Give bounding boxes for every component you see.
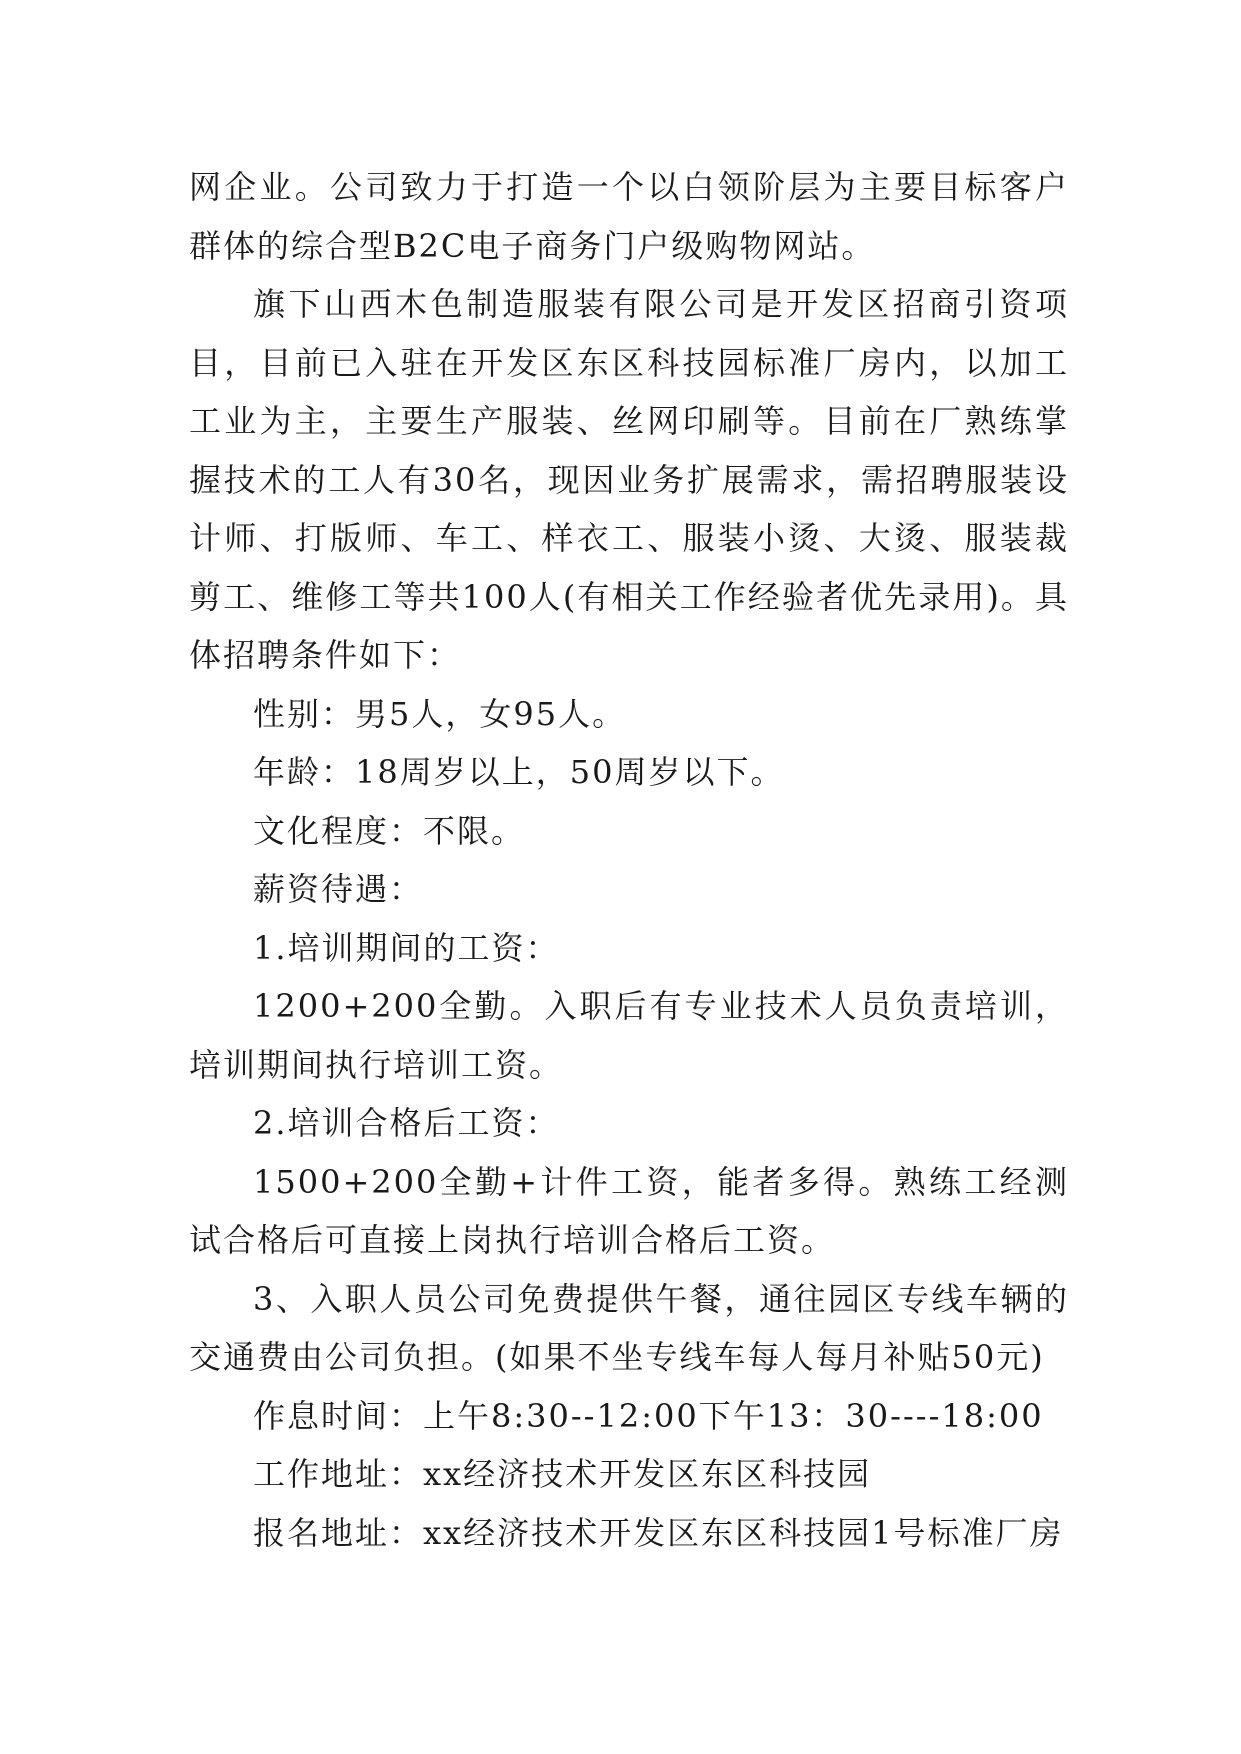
requirement-age: 年龄：18周岁以上，50周岁以下。 [253,753,785,791]
benefit-lunch-transport: 3、入职人员公司免费提供午餐，通往园区专线车辆的交通费由公司负担。(如果不坐专线车每人每月补贴50元) [189,1279,1069,1376]
document-body [189,158,1069,1562]
salary-qualified-detail: 1500+200全勤+计件工资，能者多得。熟练工经测试合格后可直接上岗执行培训合格后工资。 [189,1162,1069,1259]
requirement-education: 文化程度：不限。 [253,811,526,850]
paragraph-intro-continued: 网企业。公司致力于打造一个以白领阶层为主要目标客户群体的综合型B2C电子商务门户级购物网站。 [189,168,1069,265]
salary-heading: 薪资待遇： [253,870,424,908]
work-address: 工作地址：xx经济技术开发区东区科技园 [253,1455,872,1493]
registration-address: 报名地址：xx经济技术开发区东区科技园1号标准厂房 [253,1513,1064,1552]
work-hours: 作息时间：上午8:30--12:00下午13：30----18:00 [253,1396,1044,1435]
salary-training-heading: 1.培训期间的工资： [253,928,560,967]
requirement-gender: 性别：男5人，女95人。 [253,694,627,733]
salary-qualified-heading: 2.培训合格后工资： [253,1104,560,1142]
salary-training-detail: 1200+200全勤。入职后有专业技术人员负责培训，培训期间执行培训工资。 [189,987,1069,1084]
paragraph-subsidiary-description: 旗下山西木色制造服装有限公司是开发区招商引资项目，目前已入驻在开发区东区科技园标准厂房内，以加工工业为主，主要生产服装、丝网印刷等。目前在厂熟练掌握技术的工人有30名，现因业务扩展需求，需招聘服装设计师、打版师、车工、样衣工、服装小烫、大烫、服装裁剪工、维修工等共100人(有相关工作经验者优先录用)。具体招聘条件如下： [189,285,1069,674]
